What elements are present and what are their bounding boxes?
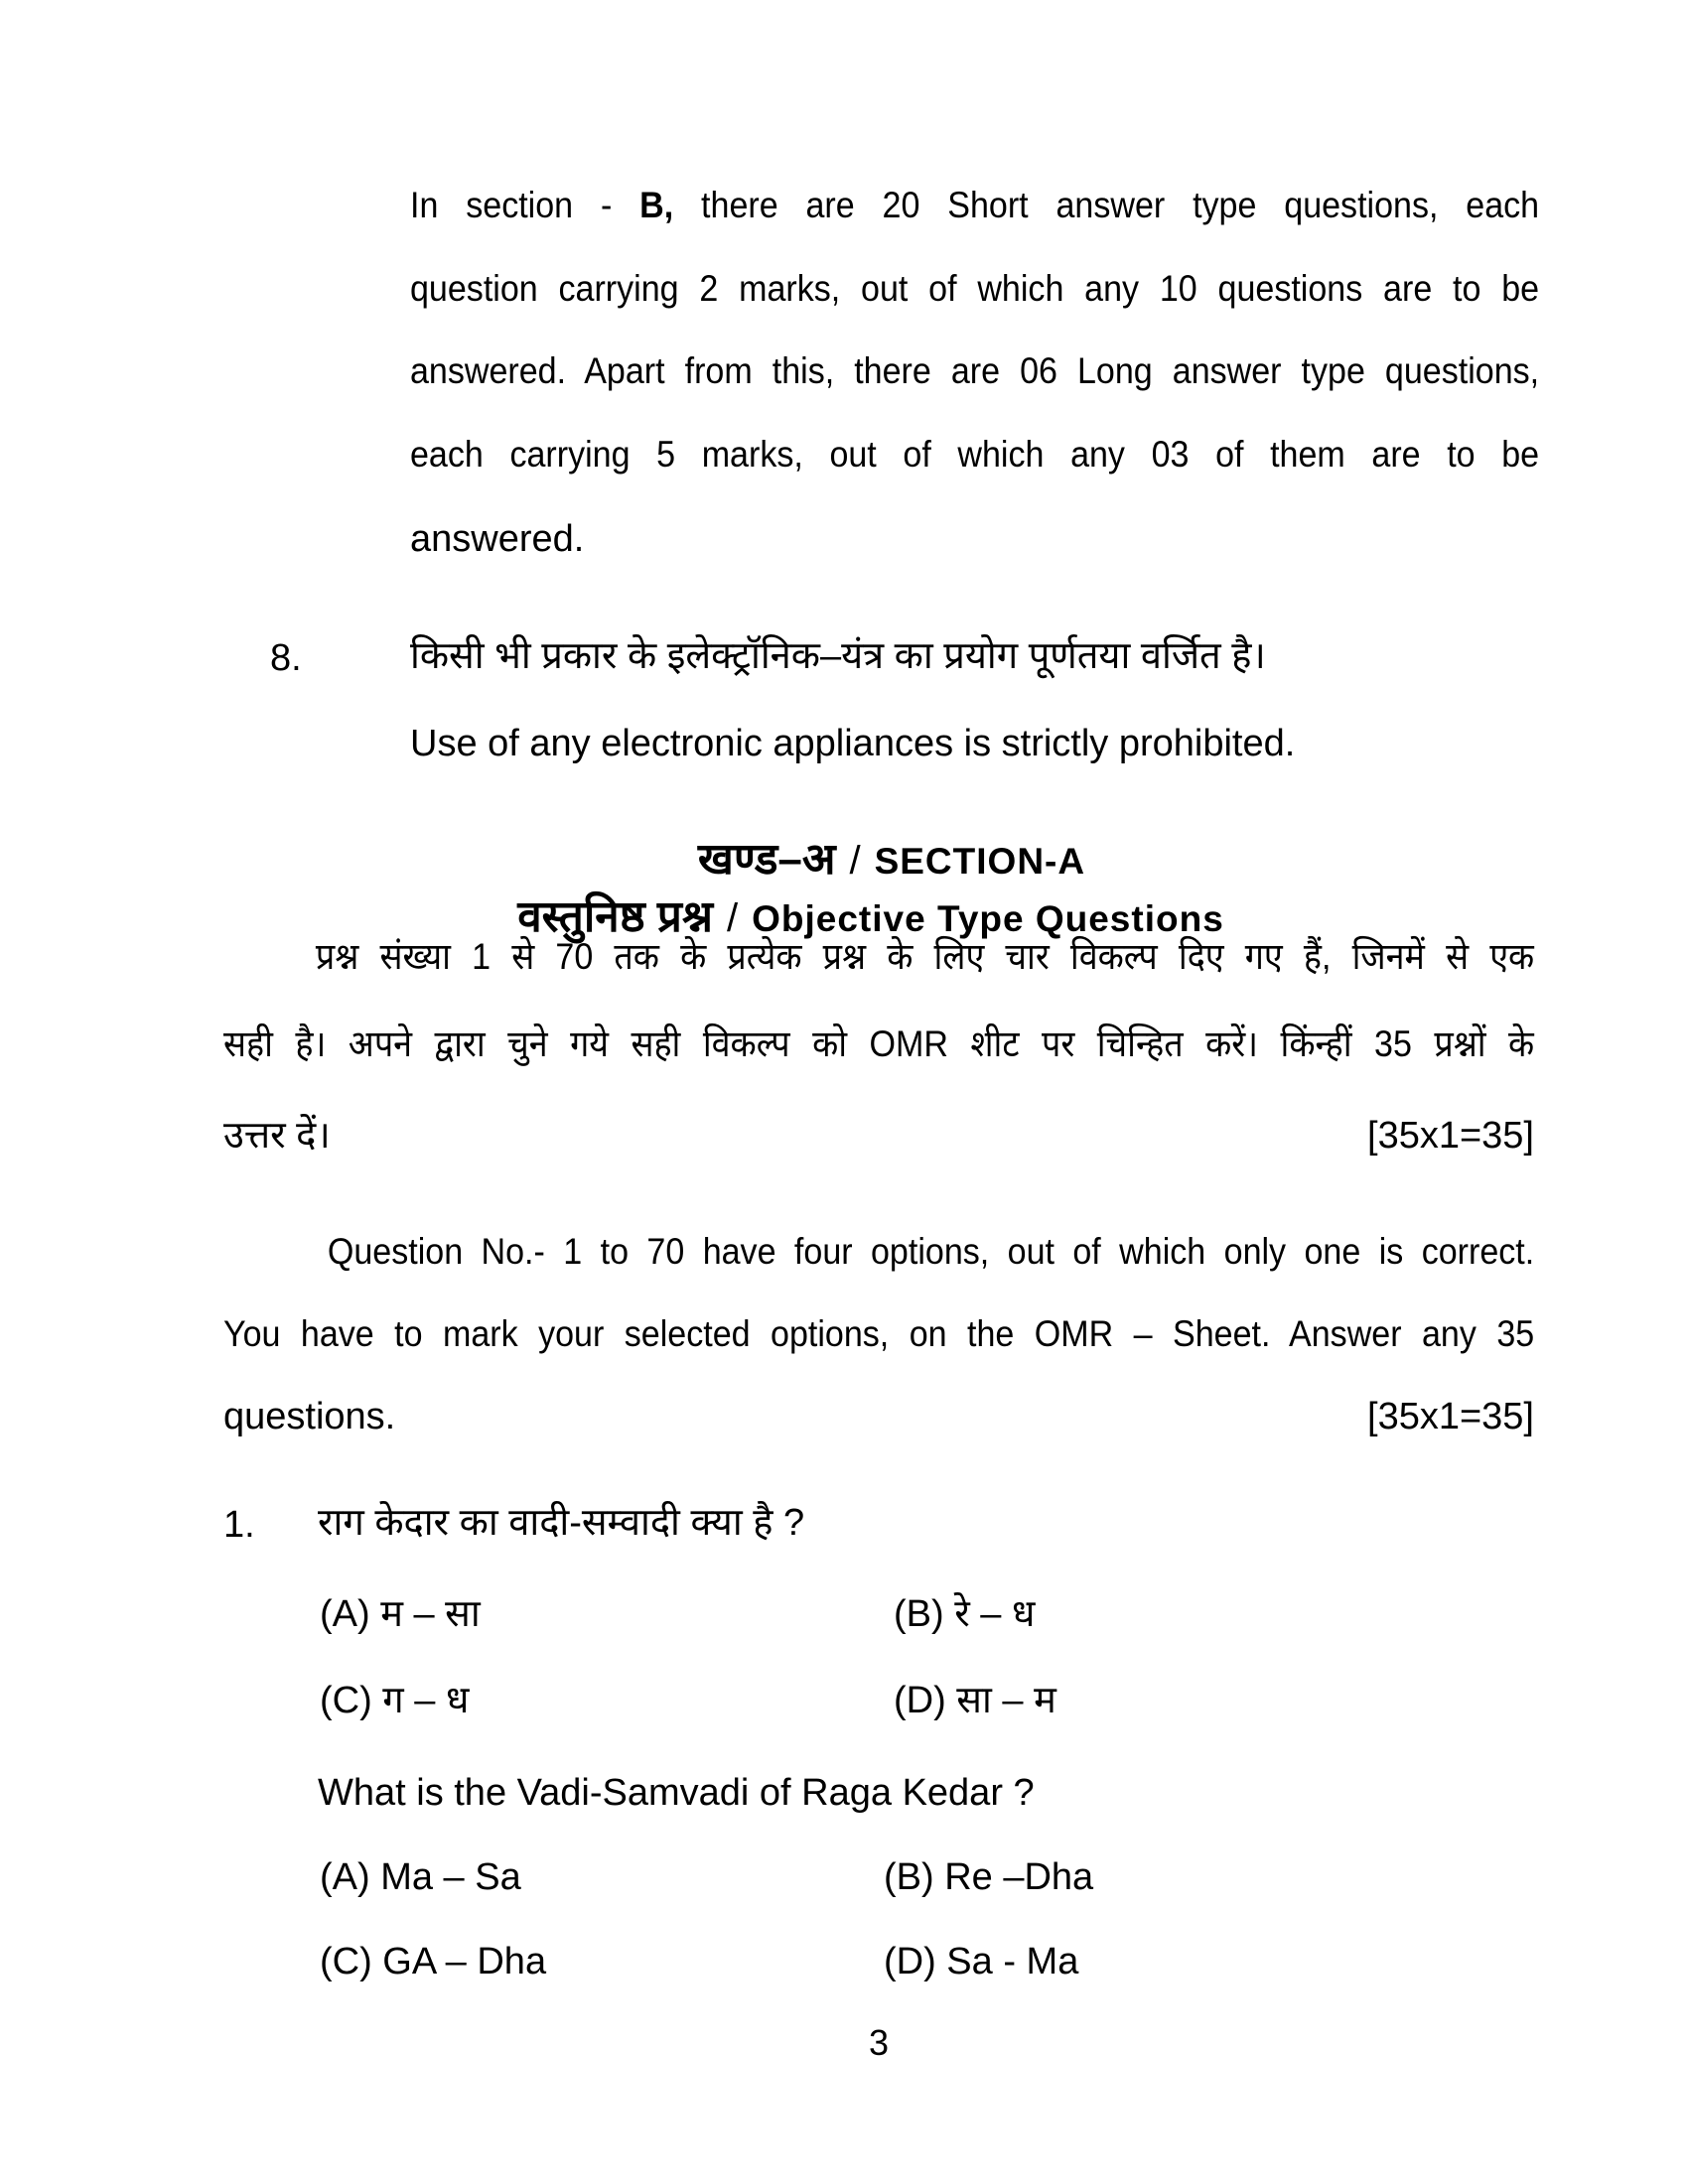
hindi-instructions-line-1: प्रश्न संख्या 1 से 70 तक के प्रत्येक प्रश्न के लिए चार विकल्प दिए गए हैं, जिनमें से एक: [315, 936, 1535, 977]
item8-english-text: Use of any electronic appliances is strictly prohibited.: [410, 723, 1296, 764]
intro-line-1-pre: In section -: [410, 185, 613, 225]
question-1-english-option-c: (C) GA – Dha: [320, 1941, 547, 1982]
item8-hindi-text: किसी भी प्रकार के इलेक्ट्रॉनिक–यंत्र का प्रयोग पूर्णतया वर्जित है।: [410, 635, 1266, 677]
english-instructions-line-1: Question No.- 1 to 70 have four options, out of which only one is correct.: [327, 1231, 1535, 1272]
intro-line-5: answered.: [410, 518, 585, 560]
question-1-hindi-text: राग केदार का वादी-सम्वादी क्या है ?: [318, 1502, 805, 1544]
item8-number: 8.: [270, 637, 302, 679]
intro-line-3: answered. Apart from this, there are 06 Long answer type questions,: [410, 350, 1540, 391]
english-instructions-marks: [35x1=35]: [1367, 1396, 1534, 1437]
hindi-instructions-line-2: सही है। अपने द्वारा चुने गये सही विकल्प को OMR शीट पर चिन्हित करें। किंन्हीं 35 प्रश्नों के: [223, 1024, 1535, 1064]
question-1-hindi-option-d: (D) सा – म: [894, 1680, 1056, 1721]
section-subheading-separator: /: [726, 896, 739, 940]
intro-line-1-rest: there are 20 Short answer type questions, each: [701, 185, 1540, 225]
hindi-instructions-line-3: उत्तर दें।: [223, 1115, 331, 1157]
section-heading-hindi: खण्ड–अ: [697, 835, 836, 884]
english-instructions-line-3: questions.: [223, 1396, 396, 1437]
question-1-english-text: What is the Vadi-Samvadi of Raga Kedar ?: [318, 1772, 1035, 1814]
question-1-hindi-option-b: (B) रे – ध: [894, 1593, 1036, 1635]
section-heading-separator: /: [849, 839, 861, 883]
question-1-number: 1.: [223, 1504, 255, 1546]
intro-line-4: each carrying 5 marks, out of which any 03 of them are to be: [410, 434, 1540, 475]
page-number: 3: [869, 2022, 890, 2063]
section-heading: [698, 827, 1085, 887]
question-1-hindi-option-c: (C) ग – ध: [320, 1680, 470, 1721]
intro-line-1-bold: B,: [639, 185, 674, 225]
question-1-hindi-option-a: (A) म – सा: [320, 1593, 481, 1635]
section-heading-english: SECTION-A: [874, 841, 1086, 882]
section-subheading-hindi: वस्तुनिष्ठ प्रश्न: [517, 892, 713, 941]
intro-line-2: question carrying 2 marks, out of which any 10 questions are to be: [410, 268, 1540, 309]
question-1-english-option-b: (B) Re –Dha: [884, 1856, 1094, 1898]
intro-line-1: [410, 181, 1539, 238]
hindi-instructions-marks: [35x1=35]: [1367, 1115, 1534, 1157]
english-instructions-line-2: You have to mark your selected options, on the OMR – Sheet. Answer any 35: [223, 1313, 1535, 1354]
question-1-english-option-a: (A) Ma – Sa: [320, 1856, 521, 1898]
question-1-english-option-d: (D) Sa - Ma: [884, 1941, 1079, 1982]
section-subheading-english: Objective Type Questions: [752, 898, 1224, 939]
